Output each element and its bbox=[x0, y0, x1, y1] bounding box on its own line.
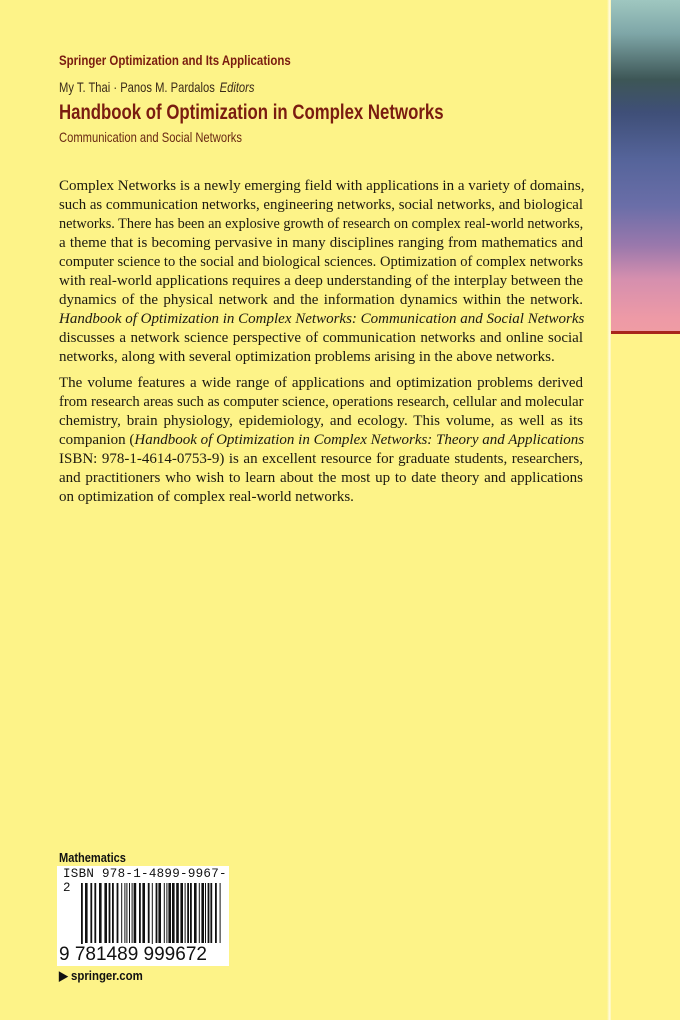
book-subtitle: Communication and Social Networks bbox=[59, 129, 243, 145]
text-segment: networks. There has been an explosive growth of research on complex real-world networks, bbox=[59, 216, 584, 232]
barcode-bar bbox=[124, 883, 125, 943]
subject-category: Mathematics bbox=[59, 850, 126, 865]
barcode-bar bbox=[158, 883, 161, 943]
barcode-bar bbox=[180, 883, 183, 943]
barcode-bar bbox=[94, 883, 96, 943]
italic-book-title: Handbook of Optimization in Complex Networks: Theory and Applications bbox=[134, 432, 585, 448]
barcode-bar bbox=[215, 883, 217, 943]
text-line bbox=[59, 234, 583, 253]
text-segment: Complex Networks is a newly emerging field with applications in a variety of domains, bbox=[59, 178, 585, 194]
text-segment: discusses a network science perspective of communication networks and online social bbox=[59, 330, 583, 346]
barcode-bar bbox=[129, 883, 130, 943]
barcode-bar bbox=[187, 883, 189, 943]
text-segment: with real-world applications requires a deep understanding of the interplay between the bbox=[59, 273, 583, 289]
text-line bbox=[59, 310, 583, 329]
springer-link-text[interactable]: springer.com bbox=[70, 968, 143, 983]
text-segment: dynamics of the physical network and the information dynamics within the network. bbox=[59, 292, 583, 308]
barcode-bar bbox=[166, 883, 167, 943]
text-line bbox=[59, 450, 583, 469]
text-segment: networks, along with several optimization problems arising in the above networks. bbox=[59, 349, 555, 365]
barcode-bar bbox=[220, 883, 221, 943]
barcode-bar bbox=[139, 883, 141, 943]
text-line bbox=[59, 393, 583, 412]
barcode-bar bbox=[112, 883, 114, 943]
ean-right-digits: 999672 bbox=[143, 944, 207, 965]
series-name: Springer Optimization and Its Applications bbox=[59, 52, 291, 68]
text-line bbox=[59, 329, 583, 348]
text-segment: on optimization of complex real-world networks. bbox=[59, 489, 354, 505]
ean-left-digits: 781489 bbox=[74, 944, 139, 965]
barcode-bar bbox=[152, 883, 153, 951]
barcode-bar bbox=[142, 883, 145, 943]
text-line bbox=[59, 177, 583, 196]
barcode-bar bbox=[132, 883, 133, 943]
text-line bbox=[59, 374, 583, 393]
text-segment: chemistry, brain physiology, epidemiology, and ecology. This volume, as well as its bbox=[59, 413, 583, 429]
isbn-text: ISBN 978-1-4899-9967-2 bbox=[63, 867, 227, 895]
barcode-bar bbox=[109, 883, 111, 943]
barcode-bar bbox=[99, 883, 102, 943]
text-segment: and practitioners who wish to learn about the most up to date theory and applications bbox=[59, 470, 583, 486]
text-line bbox=[59, 348, 583, 367]
text-segment: such as communication networks, engineering networks, social networks, and biological bbox=[59, 197, 583, 213]
isbn-barcode bbox=[57, 866, 229, 966]
italic-book-title: Handbook of Optimization in Complex Networks: Communication and Social Networks bbox=[59, 311, 585, 327]
cover-strip-lower bbox=[611, 334, 680, 1020]
barcode-bar bbox=[148, 883, 150, 943]
ean-digits bbox=[59, 944, 207, 966]
barcode-bars bbox=[81, 883, 225, 951]
barcode-bar bbox=[121, 883, 122, 943]
barcode-bar bbox=[194, 883, 197, 943]
barcode-bar bbox=[164, 883, 165, 943]
barcode-bar bbox=[156, 883, 158, 943]
arrow-right-icon: ▶ bbox=[59, 968, 71, 983]
editor-names: My T. Thai · Panos M. Pardalos bbox=[59, 79, 215, 95]
text-line bbox=[59, 291, 583, 310]
barcode-bar bbox=[201, 883, 204, 943]
barcode-bar bbox=[117, 883, 119, 943]
barcode-bar bbox=[210, 883, 212, 943]
barcode-bar bbox=[90, 883, 92, 943]
description-paragraph-2 bbox=[59, 374, 583, 507]
text-segment: The volume features a wide range of applications and optimization problems derived bbox=[59, 375, 583, 391]
ean-first-digit: 9 bbox=[59, 944, 70, 965]
barcode-bar bbox=[85, 883, 88, 943]
description-paragraph-1 bbox=[59, 177, 583, 367]
barcode-bar bbox=[190, 883, 192, 943]
barcode-bar bbox=[81, 883, 83, 951]
editors bbox=[59, 79, 255, 95]
text-line bbox=[59, 215, 583, 234]
book-title: Handbook of Optimization in Complex Networks bbox=[59, 101, 444, 124]
barcode-bar bbox=[126, 883, 127, 943]
text-line bbox=[59, 488, 583, 507]
text-segment: from research areas such as computer science, operations research, cellular and molecular bbox=[59, 394, 584, 410]
barcode-bar bbox=[205, 883, 206, 943]
barcode-bar bbox=[172, 883, 175, 943]
editors-role: Editors bbox=[219, 79, 255, 95]
text-line bbox=[59, 431, 583, 450]
text-line bbox=[59, 412, 583, 431]
springer-link[interactable] bbox=[59, 968, 143, 984]
barcode-bar bbox=[185, 883, 186, 943]
text-segment: a theme that is becoming pervasive in many disciplines ranging from mathematics and bbox=[59, 235, 583, 251]
text-line bbox=[59, 469, 583, 488]
text-line bbox=[59, 196, 583, 215]
barcode-bar bbox=[176, 883, 179, 943]
text-segment: ISBN: 978-1-4614-0753-9) is an excellent resource for graduate students, researchers, bbox=[59, 451, 583, 467]
barcode-bar bbox=[168, 883, 171, 943]
barcode-bar bbox=[208, 883, 210, 943]
text-line bbox=[59, 253, 583, 272]
text-line bbox=[59, 272, 583, 291]
barcode-bar bbox=[134, 883, 137, 943]
barcode-bar bbox=[199, 883, 200, 943]
barcode-bar bbox=[104, 883, 107, 943]
cover-art-strip bbox=[611, 0, 680, 332]
text-segment: computer science to the social and biological sciences. Optimization of complex networks bbox=[59, 254, 583, 270]
text-segment: companion ( bbox=[59, 432, 135, 448]
